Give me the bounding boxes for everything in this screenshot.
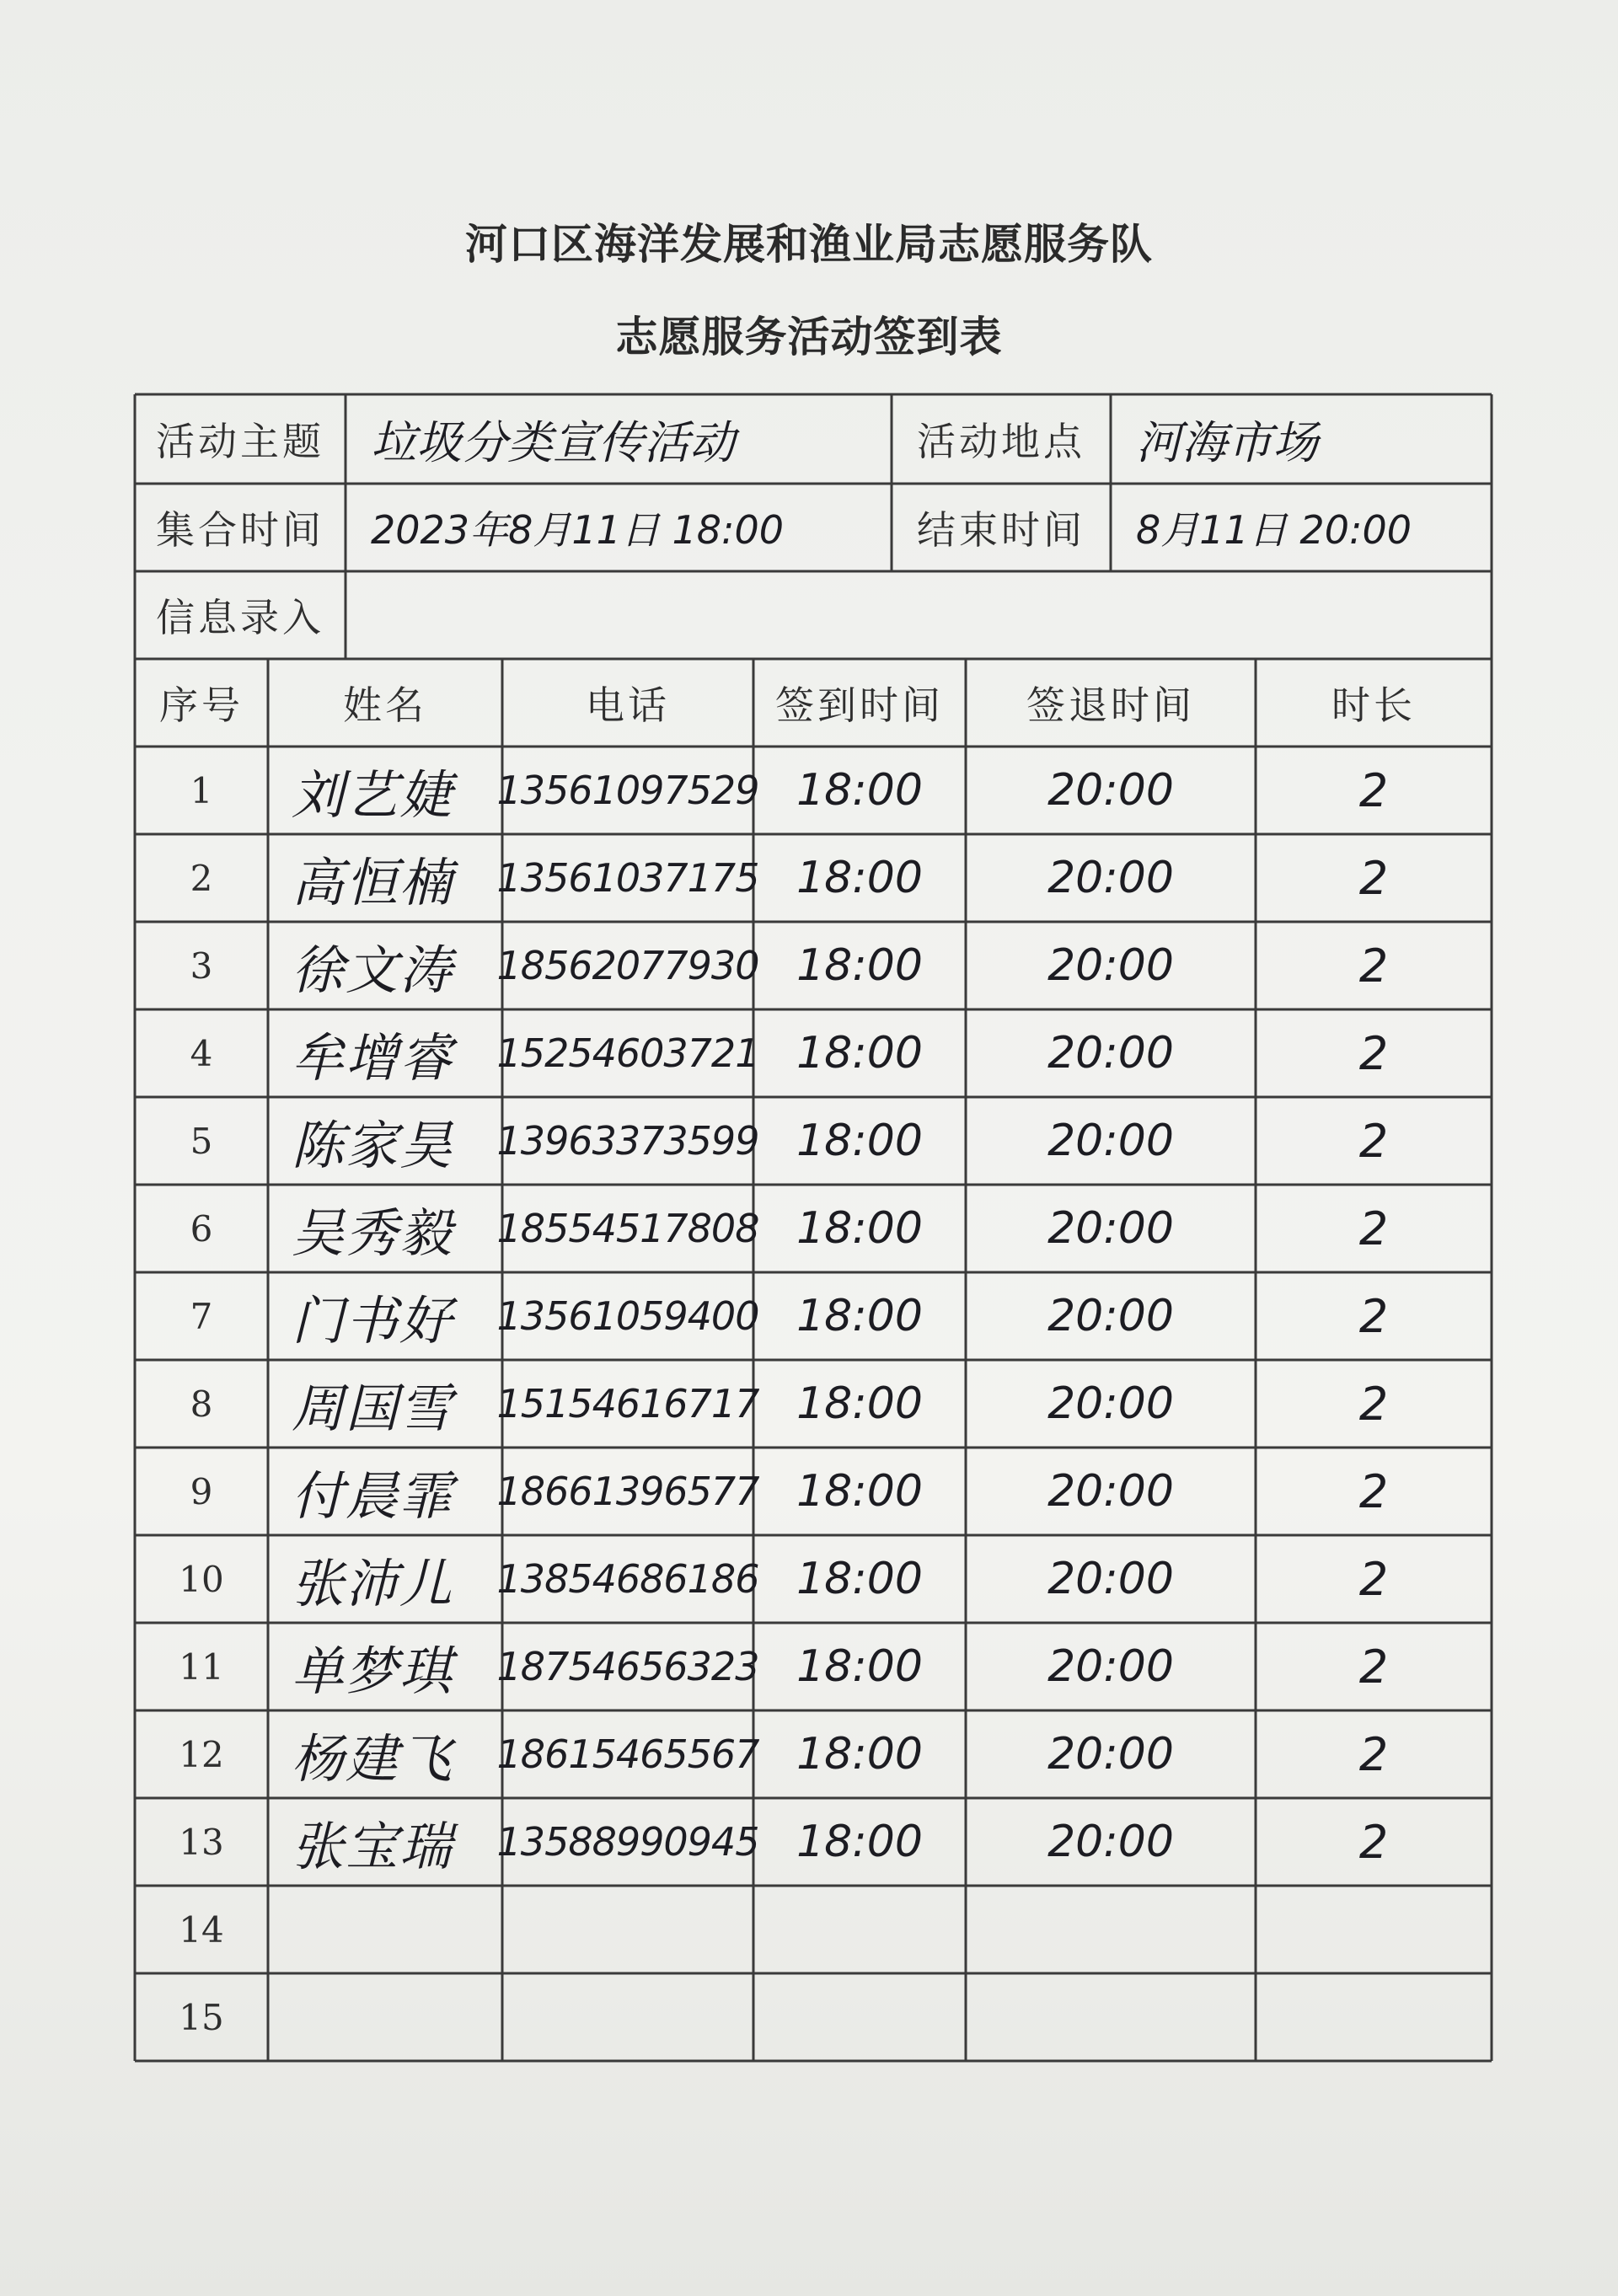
row-checkin[interactable]: 18:00 <box>796 1378 923 1429</box>
row-phone[interactable] <box>502 1886 753 1973</box>
row-duration[interactable]: 2 <box>1358 1202 1389 1255</box>
gather-time-value[interactable]: 2023年8月11日 18:00 <box>371 507 785 553</box>
row-seq: 3 <box>190 945 213 987</box>
col-header-phone: 电话 <box>586 682 670 728</box>
row-name[interactable]: 张沛儿 <box>292 1552 454 1614</box>
row-phone[interactable]: 18615465567 <box>496 1731 759 1777</box>
row-duration[interactable] <box>1256 1886 1492 1973</box>
row-duration[interactable]: 2 <box>1358 939 1389 993</box>
row-checkout[interactable]: 20:00 <box>1047 765 1174 816</box>
form-title: 志愿服务活动签到表 <box>615 312 1003 361</box>
row-checkin[interactable]: 18:00 <box>796 940 923 991</box>
row-phone[interactable]: 18754656323 <box>496 1644 759 1689</box>
row-name[interactable]: 单梦琪 <box>292 1640 454 1702</box>
row-phone[interactable]: 18554517808 <box>496 1206 759 1251</box>
col-header-seq: 序号 <box>159 682 244 728</box>
row-phone[interactable]: 18661396577 <box>496 1469 759 1514</box>
row-name[interactable]: 刘艺婕 <box>292 763 454 826</box>
row-phone[interactable]: 13854686186 <box>496 1556 759 1602</box>
row-phone[interactable]: 13561037175 <box>496 855 759 901</box>
row-checkin[interactable] <box>753 1886 966 1973</box>
row-checkin[interactable]: 18:00 <box>796 1729 923 1780</box>
end-time-value[interactable]: 8月11日 20:00 <box>1136 507 1412 553</box>
row-seq: 15 <box>179 1996 224 2038</box>
row-duration[interactable]: 2 <box>1358 1289 1389 1343</box>
row-checkin[interactable]: 18:00 <box>796 1291 923 1341</box>
row-checkin[interactable]: 18:00 <box>796 765 923 816</box>
row-duration[interactable]: 2 <box>1358 1727 1389 1781</box>
row-name[interactable]: 吴秀毅 <box>292 1202 454 1264</box>
row-duration[interactable]: 2 <box>1358 1114 1389 1168</box>
row-checkin[interactable]: 18:00 <box>796 1116 923 1166</box>
row-seq: 11 <box>179 1646 224 1688</box>
info-entry-value[interactable] <box>346 571 1492 659</box>
row-name[interactable]: 门书好 <box>292 1289 454 1351</box>
row-seq: 2 <box>190 857 213 899</box>
row-checkout[interactable]: 20:00 <box>1047 1817 1174 1867</box>
row-duration[interactable]: 2 <box>1358 1026 1389 1080</box>
row-checkout[interactable] <box>966 1886 1256 1973</box>
row-seq: 6 <box>190 1207 213 1250</box>
end-time-label: 结束时间 <box>917 507 1085 553</box>
col-header-checkout: 签退时间 <box>1026 682 1195 728</box>
row-checkin[interactable]: 18:00 <box>796 853 923 903</box>
row-checkout[interactable]: 20:00 <box>1047 1466 1174 1517</box>
row-checkin[interactable]: 18:00 <box>796 1466 923 1517</box>
row-seq: 12 <box>179 1733 224 1775</box>
row-checkout[interactable]: 20:00 <box>1047 1028 1174 1078</box>
row-checkout[interactable]: 20:00 <box>1047 1729 1174 1780</box>
row-checkin[interactable]: 18:00 <box>796 1203 923 1254</box>
row-seq: 7 <box>190 1295 213 1337</box>
row-checkin[interactable]: 18:00 <box>796 1028 923 1078</box>
col-header-checkin: 签到时间 <box>775 682 944 728</box>
row-seq: 13 <box>179 1821 224 1863</box>
row-phone[interactable]: 13588990945 <box>496 1819 759 1865</box>
row-seq: 4 <box>190 1032 213 1074</box>
theme-label: 活动主题 <box>156 419 324 464</box>
row-checkout[interactable]: 20:00 <box>1047 1641 1174 1692</box>
row-duration[interactable]: 2 <box>1358 1815 1389 1869</box>
row-seq: 1 <box>190 769 213 811</box>
info-entry-label: 信息录入 <box>156 595 324 640</box>
row-checkout[interactable] <box>966 1973 1256 2061</box>
row-phone[interactable]: 13561059400 <box>496 1293 759 1339</box>
row-name[interactable]: 付晨霏 <box>292 1464 454 1527</box>
row-checkin[interactable]: 18:00 <box>796 1817 923 1867</box>
row-name[interactable] <box>268 1973 502 2061</box>
col-header-name: 姓名 <box>343 682 427 728</box>
location-value[interactable]: 河海市场 <box>1136 415 1318 469</box>
row-phone[interactable]: 13963373599 <box>496 1118 759 1164</box>
theme-value[interactable]: 垃圾分类宣传活动 <box>371 415 735 469</box>
gather-time-label: 集合时间 <box>156 507 324 553</box>
row-seq: 10 <box>179 1558 224 1600</box>
row-name[interactable] <box>268 1886 502 1973</box>
org-title: 河口区海洋发展和渔业局志愿服务队 <box>465 219 1153 269</box>
row-checkout[interactable]: 20:00 <box>1047 940 1174 991</box>
row-checkin[interactable]: 18:00 <box>796 1554 923 1604</box>
row-seq: 8 <box>190 1383 213 1425</box>
row-phone[interactable]: 18562077930 <box>496 943 759 988</box>
row-checkout[interactable]: 20:00 <box>1047 1203 1174 1254</box>
row-checkout[interactable]: 20:00 <box>1047 1116 1174 1166</box>
row-duration[interactable]: 2 <box>1358 1377 1389 1431</box>
row-name[interactable]: 牟增睿 <box>292 1026 454 1089</box>
row-duration[interactable]: 2 <box>1358 1640 1389 1694</box>
row-seq: 9 <box>190 1470 213 1512</box>
row-checkin[interactable]: 18:00 <box>796 1641 923 1692</box>
row-phone[interactable]: 15154616717 <box>496 1381 759 1426</box>
row-duration[interactable]: 2 <box>1358 1552 1389 1606</box>
row-checkout[interactable]: 20:00 <box>1047 1554 1174 1604</box>
row-checkin[interactable] <box>753 1973 966 2061</box>
location-label: 活动地点 <box>917 419 1085 464</box>
row-seq: 14 <box>179 1908 224 1951</box>
row-checkout[interactable]: 20:00 <box>1047 853 1174 903</box>
row-name[interactable]: 徐文涛 <box>292 939 454 1001</box>
row-duration[interactable]: 2 <box>1358 851 1389 905</box>
row-phone[interactable]: 13561097529 <box>496 768 759 813</box>
row-phone[interactable]: 15254603721 <box>496 1030 759 1076</box>
row-checkout[interactable]: 20:00 <box>1047 1291 1174 1341</box>
row-name[interactable]: 周国雪 <box>292 1377 454 1439</box>
col-header-duration: 时长 <box>1331 682 1416 728</box>
row-duration[interactable]: 2 <box>1358 1464 1389 1518</box>
row-name[interactable]: 陈家昊 <box>292 1114 454 1176</box>
row-seq: 5 <box>190 1120 213 1162</box>
row-name[interactable]: 杨建飞 <box>292 1727 454 1790</box>
row-checkout[interactable]: 20:00 <box>1047 1378 1174 1429</box>
row-duration[interactable] <box>1256 1973 1492 2061</box>
row-name[interactable]: 张宝瑞 <box>292 1815 454 1877</box>
row-phone[interactable] <box>502 1973 753 2061</box>
row-duration[interactable]: 2 <box>1358 763 1389 817</box>
row-name[interactable]: 高恒楠 <box>292 851 454 913</box>
